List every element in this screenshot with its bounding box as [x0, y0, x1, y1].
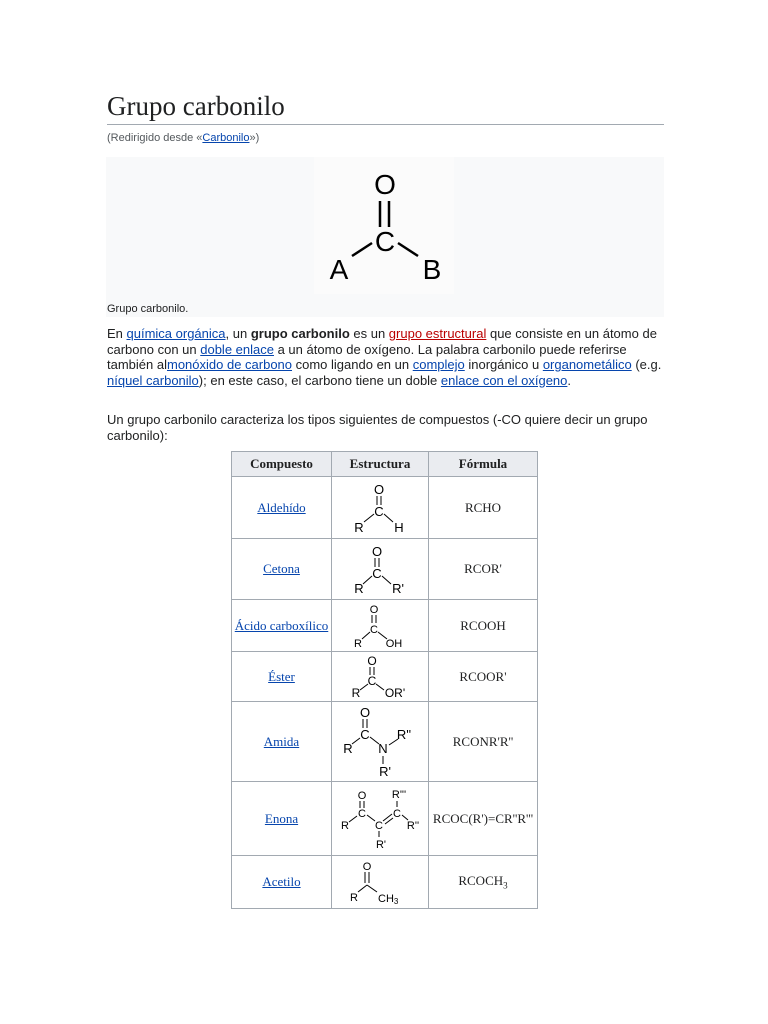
carboxylic-acid-structure[interactable]	[350, 602, 410, 650]
struct-r: R	[341, 819, 349, 832]
structure-cell	[332, 652, 429, 702]
compound-name-cell	[232, 782, 332, 856]
text: (e.g.	[631, 357, 662, 372]
structure-cell	[332, 600, 429, 652]
struct-o: O	[369, 603, 379, 616]
struct-o: O	[373, 481, 385, 497]
bold-term: grupo carbonilo	[250, 326, 350, 341]
structure-cell	[332, 477, 429, 539]
text: es un	[349, 326, 389, 341]
struct-r: R	[343, 740, 353, 756]
atom-a-label: A	[329, 254, 349, 285]
struct-o: O	[367, 653, 377, 668]
struct-r: R	[350, 892, 358, 904]
struct-r: R	[354, 519, 364, 535]
aldehyde-structure[interactable]	[350, 480, 410, 536]
compound-name-cell	[232, 477, 332, 539]
page-title: Grupo carbonilo	[107, 88, 664, 125]
table-row	[232, 782, 538, 856]
link-cetona[interactable]: Cetona	[263, 561, 300, 576]
struct-r2: R''	[396, 726, 412, 742]
struct-o: O	[357, 789, 367, 802]
table-row	[232, 856, 538, 909]
formula-main: RCOCH	[458, 873, 504, 889]
ketone-structure[interactable]	[350, 542, 410, 596]
link-enlace-con-el-oxigeno[interactable]: enlace con el oxígeno	[440, 372, 568, 388]
struct-c: C	[372, 566, 382, 581]
redirect-prefix: (Redirigido desde «	[107, 132, 203, 144]
link-organometalico[interactable]: organometálico	[542, 357, 632, 372]
struct-n: N	[378, 740, 388, 756]
struct-c3: C	[393, 807, 401, 820]
table-row	[232, 652, 538, 702]
text: En	[107, 326, 127, 341]
formula-cell: RCOC(R')=CR''R'''	[429, 782, 538, 856]
struct-c2: C	[375, 819, 383, 832]
figure-caption: Grupo carbonilo.	[107, 303, 189, 315]
atom-c-label: C	[374, 226, 396, 257]
intro-paragraph	[107, 326, 665, 388]
redirect-note	[107, 132, 259, 144]
struct-r3: R'	[379, 763, 391, 779]
carbonyl-diagram[interactable]	[314, 157, 454, 294]
struct-c: C	[370, 623, 378, 636]
link-acido-carboxilico[interactable]: Ácido carboxílico	[234, 617, 329, 633]
header-formula: Fórmula	[429, 452, 538, 477]
struct-h: H	[394, 519, 404, 535]
redirect-suffix: »)	[249, 132, 260, 144]
formula-cell: RCONR'R''	[429, 702, 538, 782]
formula-cell: RCOOH	[429, 600, 538, 652]
structure-cell	[332, 702, 429, 782]
header-compuesto: Compuesto	[232, 452, 332, 477]
atom-b-label: B	[422, 254, 442, 285]
struct-r2: R''	[406, 819, 420, 832]
compound-name-cell	[232, 702, 332, 782]
text: como ligando en un	[292, 357, 413, 372]
struct-r3: R'''	[391, 788, 407, 801]
link-doble-enlace[interactable]: doble enlace	[200, 341, 274, 357]
struct-c: C	[374, 503, 384, 519]
link-enona[interactable]: Enona	[264, 810, 299, 826]
struct-r: R	[354, 637, 362, 650]
struct-o: O	[362, 861, 372, 873]
enone-structure[interactable]	[337, 785, 423, 853]
link-monoxido-de-carbono[interactable]: monóxido de carbono	[166, 357, 293, 372]
struct-c: C	[360, 726, 370, 742]
struct-ch-sub: 3	[393, 897, 399, 905]
table-row	[232, 702, 538, 782]
formula-sub: 3	[503, 880, 508, 891]
formula-cell	[429, 856, 538, 909]
text: inorgánico u	[464, 357, 543, 372]
compound-name-cell	[232, 600, 332, 652]
text: .	[567, 372, 572, 388]
struct-r1: R'	[375, 838, 387, 851]
ester-structure[interactable]	[348, 654, 412, 700]
redirect-link[interactable]: Carbonilo	[202, 132, 250, 144]
types-intro-paragraph: Un grupo carbonilo caracteriza los tipos siguientes de compuestos (-CO quiere decir un grupo carbonilo):	[107, 412, 648, 443]
text: ); en este caso, el carbono tiene un doble	[198, 372, 441, 388]
table-header-row	[232, 452, 538, 477]
acetyl-structure[interactable]	[347, 859, 413, 905]
figure-thumbnail	[106, 157, 664, 317]
link-acetilo[interactable]: Acetilo	[262, 874, 301, 889]
structure-cell	[332, 782, 429, 856]
struct-r: R	[354, 581, 364, 596]
link-grupo-estructural[interactable]: grupo estructural	[388, 326, 487, 341]
table-row	[232, 477, 538, 539]
atom-o-label: O	[374, 169, 396, 200]
struct-r: R	[351, 685, 361, 700]
compounds-table	[231, 451, 538, 909]
link-amida[interactable]: Amida	[263, 733, 300, 749]
link-niquel-carbonilo[interactable]: níquel carbonilo	[107, 372, 199, 388]
compound-name-cell	[232, 856, 332, 909]
structure-cell	[332, 856, 429, 909]
formula-cell: RCOR'	[429, 539, 538, 600]
struct-o: O	[359, 704, 371, 720]
struct-c: C	[367, 673, 377, 688]
link-ester[interactable]: Éster	[268, 668, 295, 684]
header-estructura: Estructura	[332, 452, 429, 477]
formula-cell: RCHO	[429, 477, 538, 539]
link-aldehido[interactable]: Aldehído	[257, 499, 306, 515]
structure-cell	[332, 539, 429, 600]
text: a un átomo de oxígeno. La palabra carbonilo puede referirse también al	[107, 341, 627, 372]
link-quimica-organica[interactable]: química orgánica	[126, 326, 226, 341]
compound-name-cell	[232, 652, 332, 702]
link-complejo[interactable]: complejo	[412, 357, 465, 372]
struct-ch: CH	[378, 893, 394, 905]
table-row	[232, 539, 538, 600]
table-row	[232, 600, 538, 652]
struct-oh: OH	[385, 637, 403, 650]
text: que consiste en un átomo de carbono con un	[107, 326, 657, 357]
struct-c1: C	[358, 807, 366, 820]
text: , un	[225, 326, 251, 341]
amide-structure[interactable]	[342, 704, 418, 780]
compound-name-cell	[232, 539, 332, 600]
bond-right	[398, 243, 418, 256]
formula-cell: RCOOR'	[429, 652, 538, 702]
struct-or: OR'	[384, 685, 406, 700]
struct-o: O	[371, 544, 383, 559]
struct-r2: R'	[392, 581, 404, 596]
struct-ch3	[378, 893, 399, 905]
bond-left	[352, 243, 372, 256]
